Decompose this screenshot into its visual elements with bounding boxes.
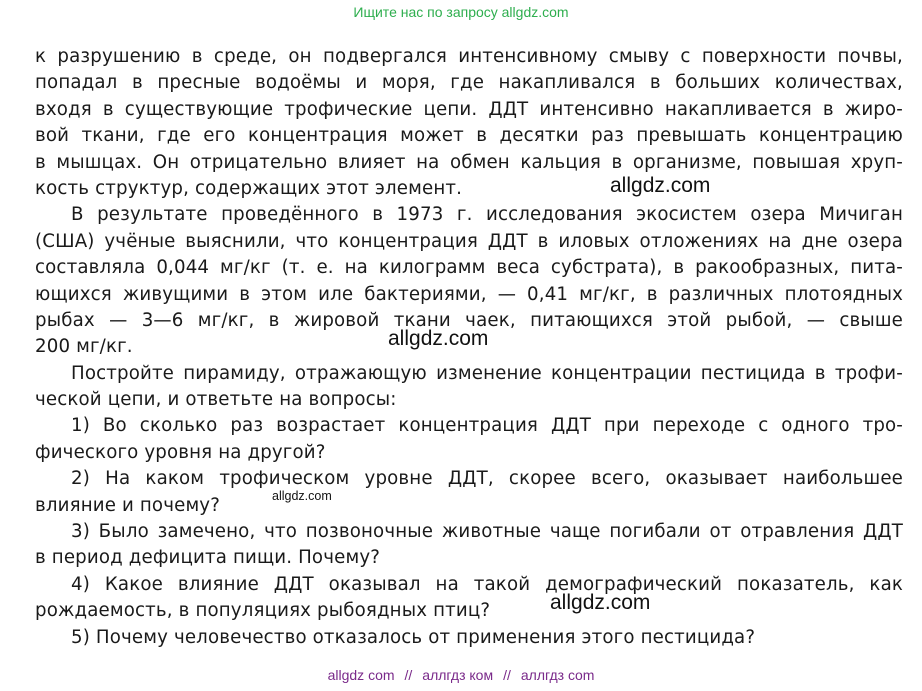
text-line: рыбах — 3—6 мг/кг, в жировой ткани чаек, питающихся этой рыбой, — свыше <box>35 309 903 331</box>
text-line: к разрушению в среде, он подвергался интенсивному смыву с поверхности почвы, <box>35 46 903 67</box>
text-line: 4) Какое влияние ДДТ оказывал на такой демографический показатель, как <box>71 573 903 595</box>
text-line: кость структур, содержащих этот элемент. <box>35 177 463 199</box>
footer-part: аллгдз ком <box>422 667 494 683</box>
paragraph-3 <box>35 361 903 414</box>
footer-separator: // <box>503 667 511 683</box>
watermark: allgdz.com <box>550 591 651 614</box>
paragraph-1 <box>35 44 903 202</box>
text-line: 1) Во сколько раз возрастает концентрация ДДТ при переходе с одного тро- <box>71 415 903 437</box>
text-line: 3) Было замечено, что позвоночные животные чаще погибали от отравления ДДТ <box>71 521 903 543</box>
footer-watermark <box>0 667 922 683</box>
text-line: фического уровня на другой? <box>35 441 326 463</box>
text-line: в период дефицита пищи. Почему? <box>35 547 381 569</box>
text-line: рождаемость, в популяциях рыбоядных птиц? <box>35 600 491 622</box>
text-line: 200 мг/кг. <box>35 336 133 358</box>
watermark: allgdz.com <box>610 174 711 197</box>
text-line: (США) учёные выяснили, что концентрация ДДТ в иловых отложениях на дне озера <box>35 230 903 252</box>
question-2 <box>35 466 903 519</box>
question-3 <box>35 519 903 572</box>
header-watermark: Ищите нас по запросу allgdz.com <box>353 4 569 20</box>
watermark: allgdz.com <box>272 489 332 503</box>
footer-part: allgdz com <box>327 667 395 683</box>
text-line: составляла 0,044 мг/кг (т. е. на килограмм веса субстрата), в ракообразных, пита- <box>35 257 903 279</box>
question-5 <box>35 625 903 651</box>
text-line: влияние и почему? <box>35 494 221 516</box>
text-line: В результате проведённого в 1973 г. исследования экосистем озера Мичиган <box>71 204 903 226</box>
watermark: allgdz.com <box>388 327 489 350</box>
text-line: попадал в пресные водоёмы и моря, где накапливался в больших количествах, <box>35 72 903 94</box>
question-4 <box>35 572 903 625</box>
footer-part: аллгдз com <box>520 667 595 683</box>
text-line: 2) На каком трофическом уровне ДДТ, скорее всего, оказывает наибольшее <box>71 468 903 490</box>
footer-separator: // <box>404 667 413 683</box>
text-line: вой ткани, где его концентрация может в десятки раз превышать концентрацию <box>35 125 903 147</box>
text-line: входя в существующие трофические цепи. ДДТ интенсивно накапливается в жиро- <box>35 98 903 120</box>
question-1 <box>35 413 903 466</box>
text-line: 5) Почему человечество отказалось от применения этого пестицида? <box>71 626 756 648</box>
text-line: в мышцах. Он отрицательно влияет на обмен кальция в организме, повышая хруп- <box>35 151 903 173</box>
text-line: ющихся живущими в этом иле бактериями, — 0,41 мг/кг, в различных плотоядных <box>35 283 903 305</box>
text-line: Постройте пирамиду, отражающую изменение концентрации пестицида в трофи- <box>71 362 903 384</box>
text-line: ческой цепи, и ответьте на вопросы: <box>35 389 397 411</box>
